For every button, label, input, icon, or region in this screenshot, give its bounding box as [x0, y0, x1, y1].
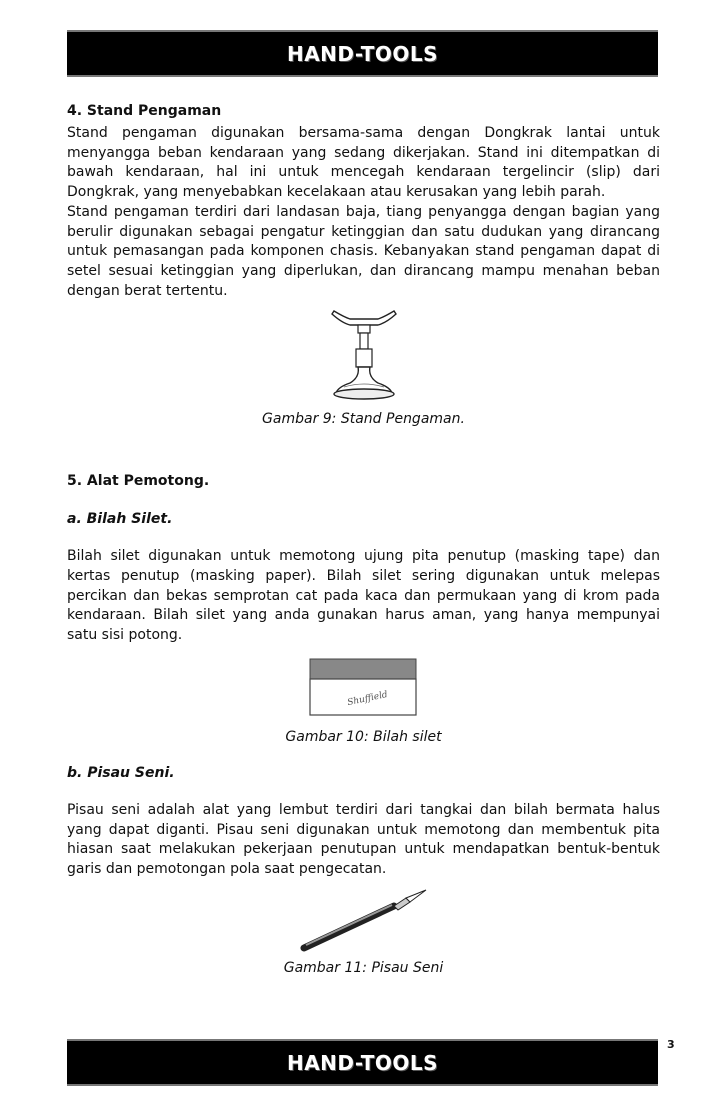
pisau-seni-figure — [67, 886, 660, 956]
figure-11-caption: Gambar 11: Pisau Seni — [283, 959, 444, 976]
figure-9-caption: Gambar 9: Stand Pengaman. — [262, 411, 465, 428]
section-4-paragraph-2: Stand pengaman terdiri dari landasan baja, tiang penyangga dengan bagian yang berulir digunakan sebagai pengatur ketinggian dan satu dudukan yang dirancang untuk pemasangan pada komponen chasis. Kebanyakan stand pengaman dapat di setel sesuai ketinggian yang diperlukan, dan dirancang mampu menahan beban dengan berat tertentu. — [67, 203, 660, 299]
page-number: 3 — [667, 1038, 675, 1051]
section-5b-heading: b. Pisau Seni. — [67, 764, 175, 781]
header-title: HAND-TOOLS — [286, 41, 439, 66]
razor-blade-box-illustration — [308, 657, 420, 719]
footer-banner — [67, 1039, 658, 1086]
section-5b-paragraph: Pisau seni adalah alat yang lembut terdiri dari tangkai dan bilah bermata halus yang dapat diganti. Pisau seni digunakan untuk memotong dan membentuk pita hiasan saat melakukan pekerjaan penutupan untuk mendapatkan bentuk-bentuk garis dan pemotongan pola saat pengecatan. — [67, 801, 660, 877]
box-brand-label: Shuffield — [346, 689, 389, 709]
craft-knife-illustration — [294, 886, 434, 956]
section-5a-paragraph: Bilah silet digunakan untuk memotong ujung pita penutup (masking tape) dan kertas penutup (masking paper). Bilah silet sering digunakan untuk melepas percikan dan bekas semprotan cat pada kaca dan permukaan yang di krom pada kendaraan. Bilah silet yang anda gunakan harus aman, yang hanya mempunyai satu sisi potong. — [67, 548, 660, 644]
figure-10-caption: Gambar 10: Bilah silet — [285, 728, 442, 745]
safety-stand-illustration — [314, 307, 414, 403]
section-4-paragraph-1: Stand pengaman digunakan bersama-sama dengan Dongkrak lantai untuk menyangga beban kendaraan yang sedang dikerjakan. Stand ini ditempatkan di bawah kendaraan, hal ini untuk mencegah kendaraan tergelincir (slip) dari Dongkrak, yang menyebabkan kecelakaan atau kerusakan yang lebih parah. — [67, 125, 660, 201]
stand-pengaman-figure — [67, 307, 660, 403]
section-5a-heading: a. Bilah Silet. — [67, 511, 173, 528]
section-5-heading: 5. Alat Pemotong. — [67, 473, 210, 490]
header-banner — [67, 30, 658, 77]
page-content — [67, 101, 660, 978]
section-4-heading: 4. Stand Pengaman — [67, 103, 222, 119]
footer-title: HAND-TOOLS — [286, 1050, 439, 1075]
bilah-silet-figure — [67, 657, 660, 719]
